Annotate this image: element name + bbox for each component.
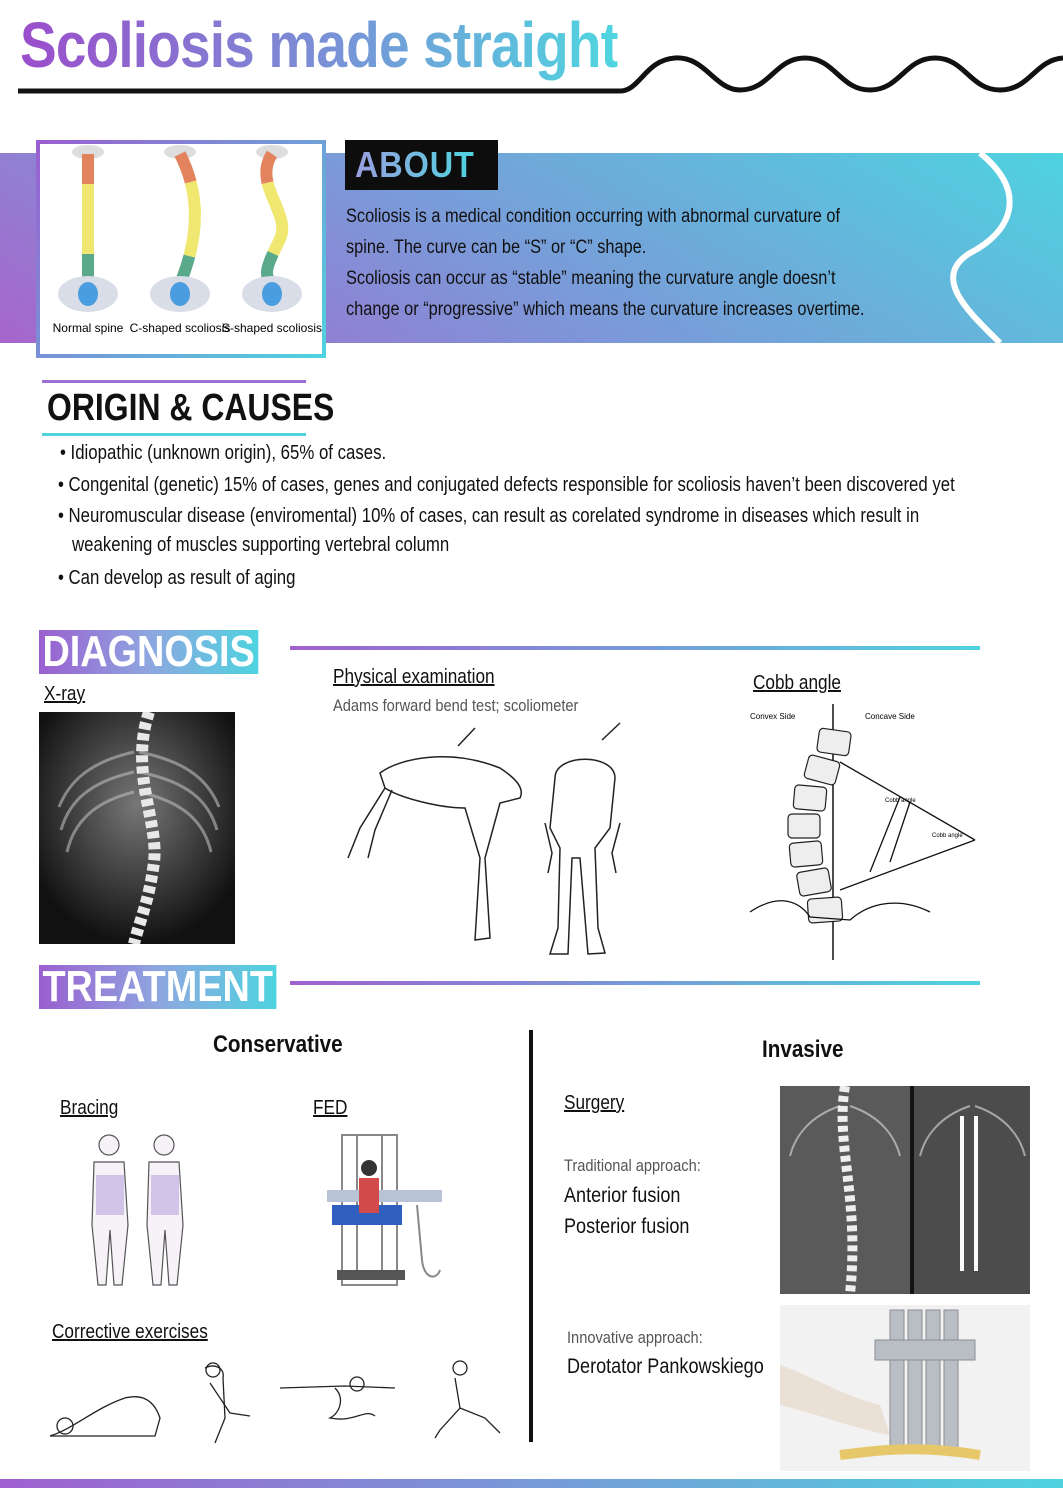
derotator-image [780,1305,1030,1471]
adams-test-illustration [340,718,650,968]
anterior-fusion: Anterior fusion [564,1184,681,1207]
cobb-angle-text-2: Cobb angle [932,833,963,839]
cause-bullet: • Idiopathic (unknown origin), 65% of cases. [60,442,387,464]
cause-bullet: • Congenital (genetic) 15% of cases, genes and conjugated defects responsible for scoliosis haven’t been discovered yet [58,474,955,496]
innovative-approach-label: Innovative approach: [567,1328,703,1347]
diagnosis-rule [290,646,980,650]
surgery-xray-image [780,1086,1030,1294]
bracing-illustration [82,1130,192,1290]
treatment-heading: TREATMENT [39,965,276,1009]
origin-heading [42,380,335,436]
xray-image [39,712,235,944]
posterior-fusion: Posterior fusion [564,1215,690,1238]
physical-exam-sub: Adams forward bend test; scoliometer [333,696,579,715]
about-heading-text: ABOUT [355,144,475,185]
traditional-approach-label: Traditional approach: [564,1156,701,1175]
fed-label: FED [313,1097,348,1119]
treatment-rule [290,981,980,985]
origin-heading-text: ORIGIN & CAUSES [47,387,335,429]
spine-label-c: C-shaped scoliosis [129,321,231,335]
surgery-xray-illustration [780,1086,1030,1294]
about-heading [345,140,498,190]
surgery-label: Surgery [564,1092,625,1114]
bottom-gradient-bar [0,1479,1063,1488]
cause-bullet: • Can develop as result of aging [58,567,296,589]
xray-label: X-ray [44,683,86,705]
spine-illustration [40,144,322,354]
physical-exam-label: Physical examination [333,666,495,688]
about-text-line: spine. The curve can be “S” or “C” shape. [346,237,647,258]
cobb-angle-label: Cobb angle [753,672,841,694]
treatment-divider [529,1030,533,1442]
about-text-line: Scoliosis can occur as “stable” meaning the curvature angle doesn’t [346,268,836,289]
cobb-concave-label: Concave Side [865,712,915,721]
conservative-title: Conservative [213,1031,343,1058]
bracing-label: Bracing [60,1097,119,1119]
exercises-label: Corrective exercises [52,1321,208,1343]
about-text-line: change or “progressive” which means the curvature increases overtime. [346,299,865,320]
fed-device-illustration [322,1130,447,1290]
diagnosis-heading: DIAGNOSIS [39,630,258,674]
cobb-angle-illustration [740,702,990,962]
invasive-title: Invasive [762,1036,844,1063]
cause-bullet: • Neuromuscular disease (enviromental) 10% of cases, can result as corelated syndrome in diseases which result in [58,505,920,527]
about-text-line: Scoliosis is a medical condition occurring with abnormal curvature of [346,206,841,227]
derotator-label: Derotator Pankowskiego [567,1355,764,1378]
derotator-illustration [780,1305,1030,1471]
cobb-convex-label: Convex Side [750,712,796,721]
xray-illustration [39,712,235,944]
spine-label-s: S-shaped scoliosis [221,321,322,335]
spine-types-figure [36,140,326,358]
title-underline-wave [0,40,1063,100]
about-white-wave [940,153,1063,343]
page-title: Scoliosis made straight [20,9,619,81]
cobb-angle-text-1: Cobb angle [885,798,916,804]
cause-bullet-continuation: weakening of muscles supporting vertebral column [72,534,450,556]
spine-label-normal: Normal spine [52,321,124,335]
exercises-illustration [45,1358,515,1453]
